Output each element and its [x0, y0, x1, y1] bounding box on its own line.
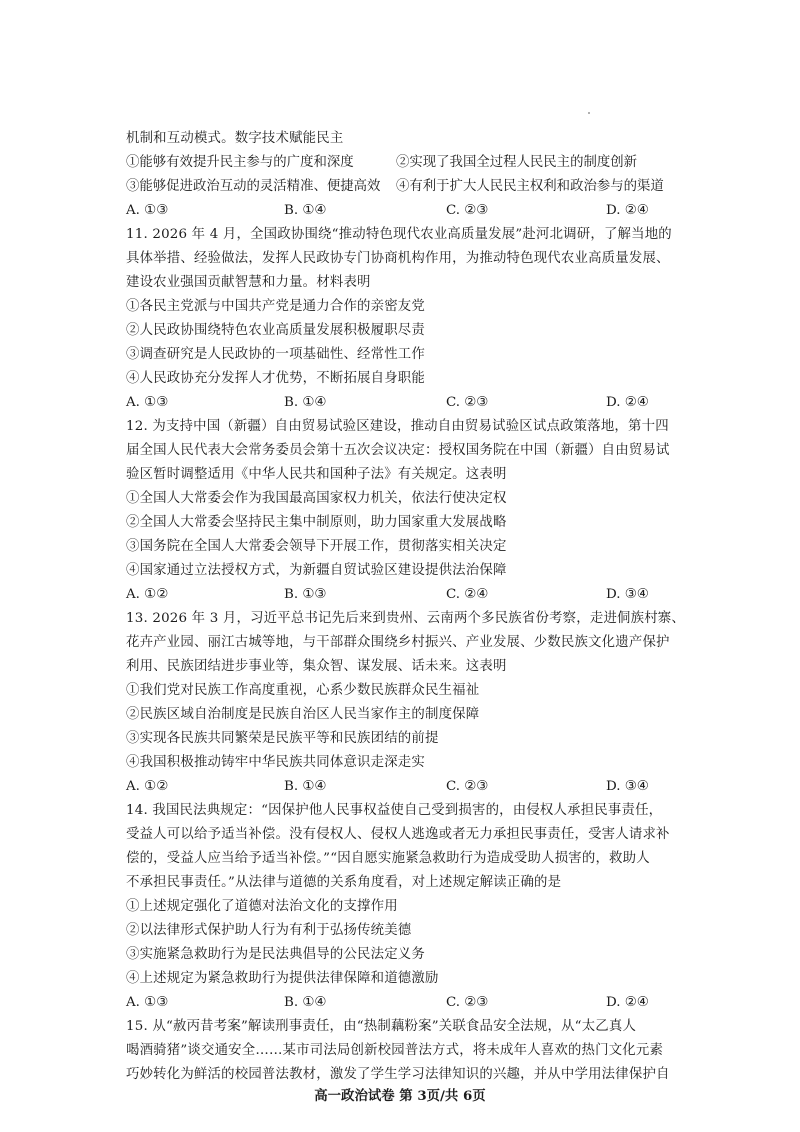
page-footer: 高一政治试卷 第 3页/共 6页 — [314, 1088, 486, 1104]
option-c[interactable]: C. ②③ — [446, 203, 489, 218]
option-d[interactable]: D. ②④ — [606, 395, 649, 410]
q12-stem-line: 验区暂时调整适用《中华人民共和国种子法》有关规定。这表明 — [126, 467, 507, 482]
q14-stem-line: 偿的，受益人应当给予适当补偿。”“因自愿实施紧急救助行为造成受助人损害的，救助人 — [126, 851, 650, 866]
q12-statement: ①全国人大常委会作为我国最高国家权力机关，依法行使决定权 — [126, 491, 507, 506]
q12-statement: ③国务院在全国人大常委会领导下开展工作，贯彻落实相关决定 — [126, 539, 507, 554]
option-a[interactable]: A. ①② — [126, 779, 169, 794]
answer-options-q12 — [126, 585, 686, 605]
option-b[interactable]: B. ①④ — [284, 203, 327, 218]
q12-stem-line: 届全国人民代表大会常务委员会第十五次会议决定：授权国务院在中国（新疆）自由贸易试 — [126, 443, 670, 458]
statement-3: ③能够促进政治互动的灵活精准、便捷高效 — [126, 179, 381, 194]
q11-statement: ④人民政协充分发挥人才优势，不断拓展自身职能 — [126, 371, 425, 386]
scan-speck — [588, 112, 590, 114]
q11-statement: ①各民主党派与中国共产党是通力合作的亲密友党 — [126, 299, 425, 314]
option-c[interactable]: C. ②③ — [446, 995, 489, 1010]
q13-stem-line: 利用、民族团结进步事业等，集众智、谋发展、话未来。这表明 — [126, 659, 507, 674]
answer-options-q11 — [126, 393, 686, 413]
answer-options-q13 — [126, 777, 686, 797]
q11-stem-line: 11. 2026 年 4 月，全国政协围绕“推动特色现代农业高质量发展”赴河北调研，了解当地的 — [126, 227, 672, 242]
option-b[interactable]: B. ①③ — [284, 587, 327, 602]
q14-stem-line: 不承担民事责任。”从法律与道德的关系角度看，对上述规定解读正确的是 — [126, 875, 562, 890]
q11-statement: ②人民政协围绕特色农业高质量发展积极履职尽责 — [126, 323, 425, 338]
q15-stem-line: 15. 从“赦丙昔考案”解读刑事责任，由“热制藕粉案”关联食品安全法规，从“太乙真人 — [126, 1019, 637, 1034]
statement-4: ④有利于扩大人民民主权利和政治参与的渠道 — [396, 179, 664, 194]
option-b[interactable]: B. ①④ — [284, 395, 327, 410]
q14-statement: ④上述规定为紧急救助行为提供法律保障和道德激励 — [126, 971, 439, 986]
option-a[interactable]: A. ①③ — [126, 203, 169, 218]
q12-statement: ④国家通过立法授权方式，为新疆自贸试验区建设提供法治保障 — [126, 563, 507, 578]
q15-stem-line: 喝酒骑猪”谈交通安全……某市司法局创新校园普法方式，将未成年人喜欢的热门文化元素 — [126, 1043, 664, 1058]
q12-stem-line: 12. 为支持中国（新疆）自由贸易试验区建设，推动自由贸易试验区试点政策落地，第十四 — [126, 419, 669, 434]
option-d[interactable]: D. ②④ — [606, 203, 649, 218]
option-c[interactable]: C. ②③ — [446, 395, 489, 410]
q13-stem-line: 13. 2026 年 3 月，习近平总书记先后来到贵州、云南两个多民族省份考察，走进侗族村寨、 — [126, 611, 685, 626]
option-c[interactable]: C. ②③ — [446, 779, 489, 794]
intro-choices-row-1 — [126, 153, 686, 173]
q15-stem-line: 巧妙转化为鲜活的校园普法教材，激发了学生学习法律知识的兴趣，并从中学用法律保护自 — [126, 1067, 670, 1082]
option-c[interactable]: C. ②④ — [446, 587, 489, 602]
option-a[interactable]: A. ①③ — [126, 395, 169, 410]
option-a[interactable]: A. ①② — [126, 587, 169, 602]
answer-options-q10 — [126, 201, 686, 221]
option-a[interactable]: A. ①③ — [126, 995, 169, 1010]
q14-statement: ③实施紧急救助行为是民法典倡导的公民法定义务 — [126, 947, 425, 962]
q14-statement: ②以法律形式保护助人行为有利于弘扬传统美德 — [126, 923, 412, 938]
q11-statement: ③调查研究是人民政协的一项基础性、经常性工作 — [126, 347, 425, 362]
option-b[interactable]: B. ①④ — [284, 779, 327, 794]
option-d[interactable]: D. ③④ — [606, 587, 649, 602]
q13-statement: ③实现各民族共同繁荣是民族平等和民族团结的前提 — [126, 731, 439, 746]
q12-statement: ②全国人大常委会坚持民主集中制原则，助力国家重大发展战略 — [126, 515, 507, 530]
statement-1: ①能够有效提升民主参与的广度和深度 — [126, 155, 354, 170]
q11-stem-line: 具体举措、经验做法，发挥人民政协专门协商机构作用，为推动特色现代农业高质量发展、 — [126, 251, 670, 266]
q14-statement: ①上述规定强化了道德对法治文化的支撑作用 — [126, 899, 398, 914]
q13-stem-line: 花卉产业园、丽江古城等地，与干部群众围绕乡村振兴、产业发展、少数民族文化遗产保护 — [126, 635, 670, 650]
option-d[interactable]: D. ③④ — [606, 779, 649, 794]
q14-stem-line: 受益人可以给予适当补偿。没有侵权人、侵权人逃逸或者无力承担民事责任，受害人请求补 — [126, 827, 670, 842]
q14-stem-line: 14. 我国民法典规定：“因保护他人民事权益使自己受到损害的，由侵权人承担民事责任， — [126, 803, 663, 818]
q13-statement: ①我们党对民族工作高度重视，心系少数民族群众民生福祉 — [126, 683, 480, 698]
statement-2: ②实现了我国全过程人民民主的制度创新 — [396, 155, 638, 170]
q11-stem-line: 建设农业强国贡献智慧和力量。材料表明 — [126, 275, 371, 290]
q13-statement: ④我国积极推动铸牢中华民族共同体意识走深走实 — [126, 755, 425, 770]
option-b[interactable]: B. ①④ — [284, 995, 327, 1010]
option-d[interactable]: D. ②④ — [606, 995, 649, 1010]
intro-text: 机制和互动模式。数字技术赋能民主 — [126, 131, 344, 146]
intro-choices-row-2 — [126, 177, 686, 197]
answer-options-q14 — [126, 993, 686, 1013]
q13-statement: ②民族区域自治制度是民族自治区人民当家作主的制度保障 — [126, 707, 480, 722]
